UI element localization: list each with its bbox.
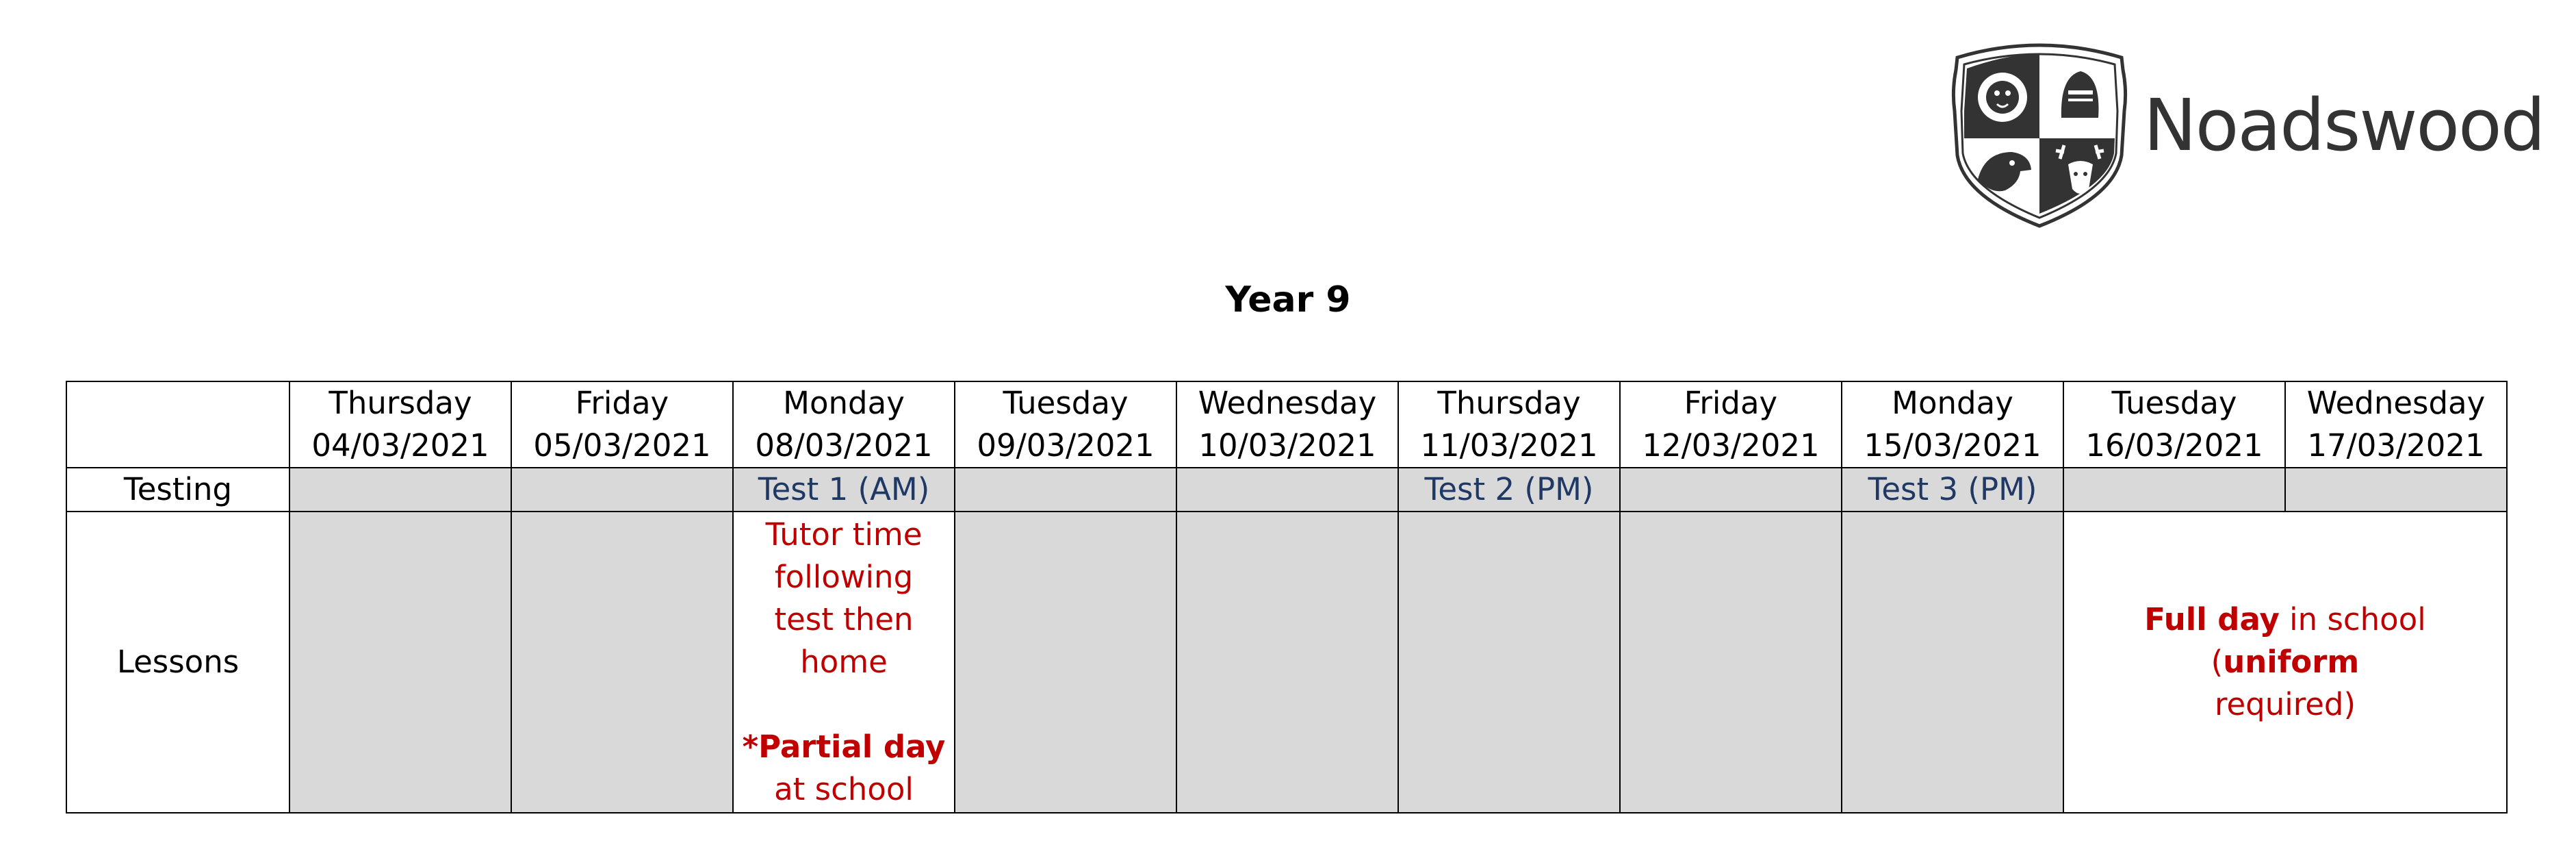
shaded-cell xyxy=(2063,468,2285,512)
lion-icon xyxy=(1978,73,2027,122)
test-1-cell: Test 1 (AM) xyxy=(733,468,955,512)
shaded-cell xyxy=(511,512,733,813)
column-header: Tuesday 16/03/2021 xyxy=(2063,381,2285,468)
column-header: Monday 15/03/2021 xyxy=(1842,381,2063,468)
test-2-cell: Test 2 (PM) xyxy=(1398,468,1620,512)
shaded-cell xyxy=(289,468,511,512)
column-header: Friday 05/03/2021 xyxy=(511,381,733,468)
testing-row xyxy=(66,468,2507,512)
testing-label: Testing xyxy=(66,468,289,512)
full-day-note: Full day in school (uniform required) xyxy=(2063,512,2507,813)
shaded-cell xyxy=(511,468,733,512)
shaded-cell xyxy=(1176,468,1398,512)
column-header: Tuesday 09/03/2021 xyxy=(955,381,1176,468)
test-3-cell: Test 3 (PM) xyxy=(1842,468,2063,512)
header-row xyxy=(66,381,2507,468)
page-title: Year 9 xyxy=(1225,279,1351,320)
shaded-cell xyxy=(1842,512,2063,813)
column-header: Thursday 04/03/2021 xyxy=(289,381,511,468)
lessons-row xyxy=(66,512,2507,813)
shaded-cell xyxy=(955,512,1176,813)
shaded-cell xyxy=(1620,468,1842,512)
column-header: Wednesday 10/03/2021 xyxy=(1176,381,1398,468)
school-logo xyxy=(1944,36,2545,231)
partial-day-note: Tutor time following test then home *Partial day at school xyxy=(733,512,955,813)
lessons-label: Lessons xyxy=(66,512,289,813)
column-header: Friday 12/03/2021 xyxy=(1620,381,1842,468)
schedule-table xyxy=(66,381,2508,814)
shaded-cell xyxy=(289,512,511,813)
corner-cell xyxy=(66,381,289,468)
shaded-cell xyxy=(1398,512,1620,813)
shaded-cell xyxy=(2285,468,2507,512)
column-header: Wednesday 17/03/2021 xyxy=(2285,381,2507,468)
school-name: Noadswood xyxy=(2143,84,2545,167)
shaded-cell xyxy=(1620,512,1842,813)
column-header: Monday 08/03/2021 xyxy=(733,381,955,468)
school-crest-icon xyxy=(1944,42,2135,229)
shaded-cell xyxy=(955,468,1176,512)
column-header: Thursday 11/03/2021 xyxy=(1398,381,1620,468)
shaded-cell xyxy=(1176,512,1398,813)
